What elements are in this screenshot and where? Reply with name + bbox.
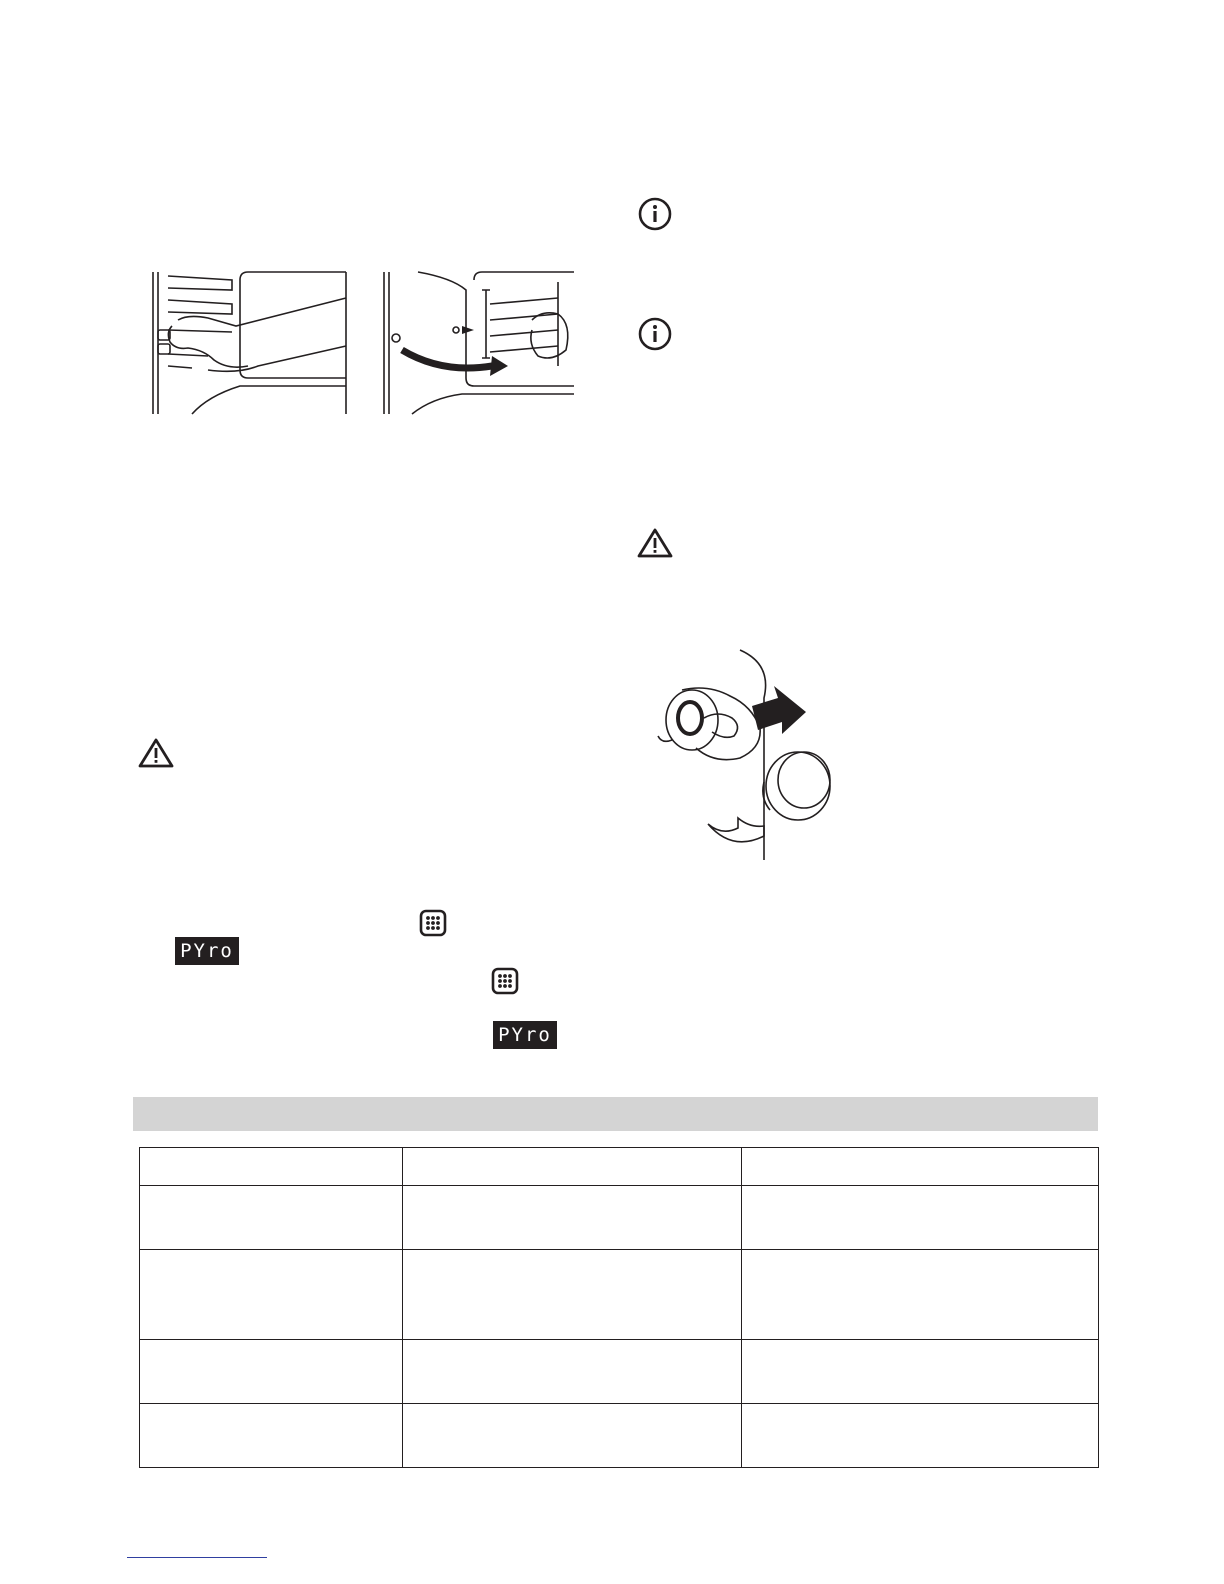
table-row: [140, 1340, 1099, 1404]
table-cell: [403, 1250, 742, 1340]
table-cell: [742, 1186, 1099, 1250]
pyro-display: [175, 937, 239, 965]
table-header-cell: [403, 1148, 742, 1186]
table-row: [140, 1250, 1099, 1340]
pyrolysis-key-icon: [419, 909, 447, 937]
table-cell: [742, 1340, 1099, 1404]
table-header-cell: [140, 1148, 403, 1186]
shelf-removal-illustration-left: [148, 270, 350, 416]
table-row: [140, 1186, 1099, 1250]
footer-link[interactable]: [127, 1557, 267, 1558]
table-cell: [403, 1186, 742, 1250]
warning-triangle-icon: [636, 527, 674, 559]
section-heading-bar: [133, 1097, 1098, 1131]
table-header-cell: [742, 1148, 1099, 1186]
table-cell: [140, 1340, 403, 1404]
table-cell: [742, 1404, 1099, 1468]
table-cell: [140, 1404, 403, 1468]
pyro-display-text: PYro: [180, 939, 234, 962]
table-cell: [140, 1250, 403, 1340]
pyrolysis-key-icon: [491, 967, 519, 995]
table-cell: [140, 1186, 403, 1250]
table-header-row: [140, 1148, 1099, 1186]
table-cell: [403, 1340, 742, 1404]
pyro-display-text: PYro: [498, 1023, 552, 1046]
info-icon: [637, 316, 673, 352]
lamp-replacement-illustration: [652, 648, 842, 862]
troubleshooting-table: [139, 1147, 1099, 1468]
table-cell: [742, 1250, 1099, 1340]
info-icon: [637, 196, 673, 232]
table-row: [140, 1404, 1099, 1468]
shelf-removal-illustration-right: [382, 270, 576, 416]
pyro-display: [493, 1021, 557, 1049]
table-cell: [403, 1404, 742, 1468]
warning-triangle-icon: [137, 737, 175, 769]
